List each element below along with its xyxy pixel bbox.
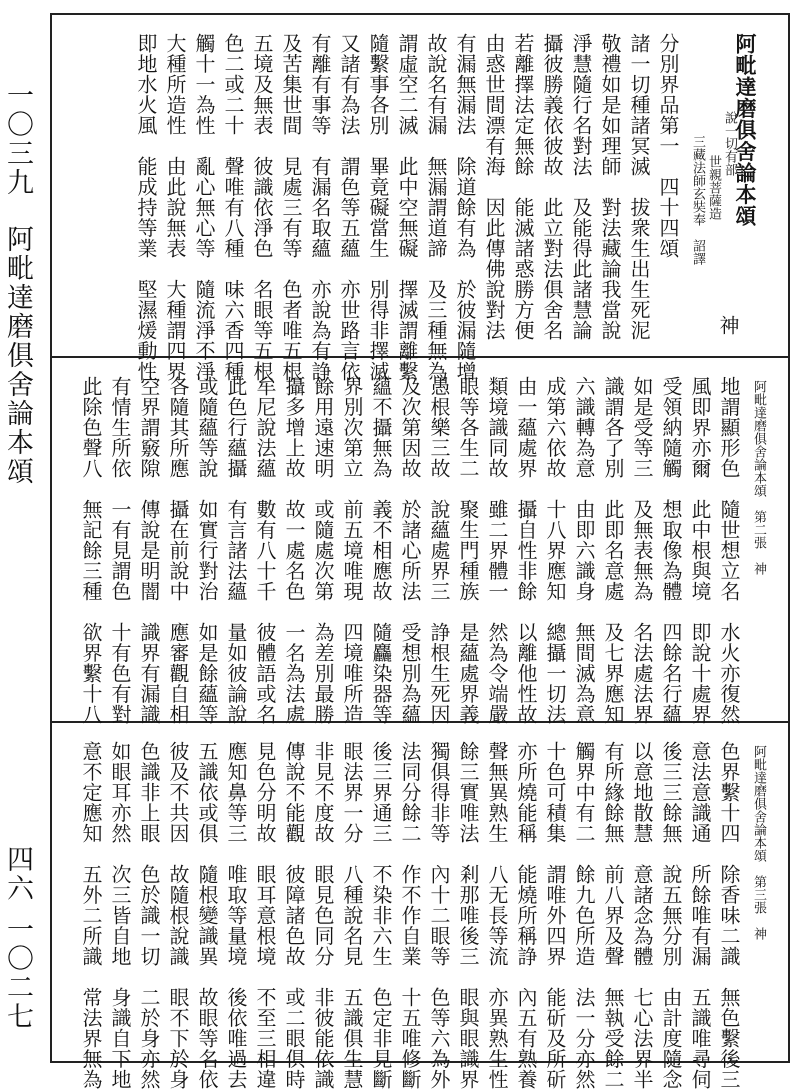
text-column: 五境及無表 彼識依淨色 名眼等五根: [250, 33, 274, 382]
text-column: 攝多增上故 故一處名色 一名為法處: [282, 376, 306, 725]
text-column: 應知鼻等三 唯取等量境 後依唯過去: [224, 741, 248, 1090]
text-column: 以意地散慧 意諸念為體 七心法界半: [630, 741, 654, 1090]
column-note: 阿毗達磨俱舍論本頌 第二張 神: [751, 380, 766, 575]
text-column: 色界繫十四 除香味二識 無色繫後三: [717, 741, 741, 1090]
text-column: 聲無異熟生 八无長等流 亦異熟生性: [485, 741, 509, 1090]
scripture-title: 阿毗達磨俱舍論本頌: [733, 33, 758, 227]
text-column: 見色分明故 眼耳意根境 不至三相違: [253, 741, 277, 1090]
text-column: 成第六依故 十八界應知 總攝一切法: [543, 376, 567, 725]
text-column: 有漏無漏法 除道餘有為 於彼漏隨增: [453, 33, 477, 382]
text-column: 有情生所依 一有見謂色 十有色有對: [108, 376, 132, 725]
text-column: 又諸有為法 謂色等五蘊 亦世路言依: [337, 33, 361, 382]
text-column: 大種所造性 由此說無表 大種謂四界: [163, 33, 187, 382]
text-column: 牟尼說法蘊 數有八十千 彼體語或名: [253, 376, 277, 725]
text-column: 故說名有漏 無漏謂道諦 及三種無為: [424, 33, 448, 382]
text-column: 由一蘊處界 攝自性非餘 以離他性故: [514, 376, 538, 725]
text-column: 如眼耳亦然 次三皆自地 身識自下地: [108, 741, 132, 1090]
text-column: 攝彼勝義依彼故 此立對法俱舍名: [540, 33, 564, 341]
text-column: 六識轉為意 由即六識身 無間滅為意: [572, 376, 596, 725]
text-column: 後三界通三 不染非六生 色定非見斷: [369, 741, 393, 1090]
left-margin: [0, 75, 52, 1065]
column-note: 說一切有部: [722, 111, 737, 176]
text-column: 此除色聲八 無記餘三種 欲界繫十八: [79, 376, 103, 725]
panel-bottom: [52, 723, 788, 1090]
text-column: 類境識同故 雖二界體一 然為令端嚴: [485, 376, 509, 725]
page-number: 一〇三九: [2, 81, 33, 197]
panel-middle-columns: [52, 358, 788, 725]
text-column: 蘊不攝無為 義不相應故 隨麤染器等: [369, 376, 393, 725]
text-column: 獨俱得非等 內十二眼等 色等六為外: [427, 741, 451, 1090]
text-column: 亦所燒能稱 能燒所稱諍 內五有熟養: [514, 741, 538, 1090]
text-column: 五識依或俱 隨根變識異 故眼等名依: [195, 741, 219, 1090]
page-frame: [50, 13, 790, 1090]
text-column: 法同分餘二 作不作自業 十五唯修斷: [398, 741, 422, 1090]
panel-bottom-columns: [52, 723, 788, 1090]
end-mark: 神: [716, 315, 740, 335]
text-column: 地謂顯形色 隨世想立名 水火亦復然: [717, 376, 741, 725]
text-column: 眼法界一分 八種說名見 五識俱生慧: [340, 741, 364, 1090]
text-column: 謂虛空二滅 此中空無礙 擇滅謂離繫: [395, 33, 419, 382]
text-column: 即地水火風 能成持等業 堅濕煖動性: [134, 33, 158, 382]
text-column: 有所緣餘無 前八界及聲 無執受餘二: [601, 741, 625, 1090]
column-note: 世親菩薩造: [706, 155, 721, 220]
text-column: 或隨蘊等說 如實行對治 如是餘蘊等: [195, 376, 219, 725]
text-column: 淨慧隨行名對法 及能得此諸慧論: [569, 33, 593, 341]
text-column: 隨繫事各別 畢竟礙當生 別得非擇滅: [366, 33, 390, 382]
sub-page-number: 一〇二七: [2, 915, 33, 1031]
text-column: 意不定應知 五外二所識 常法界無為: [79, 741, 103, 1090]
text-column: 傳說不能觀 彼障諸色故 或二眼俱時: [282, 741, 306, 1090]
text-column: 空界謂竅隙 傳說是明闇 識界有漏識: [137, 376, 161, 725]
text-column: 若離擇法定無餘 能滅諸惑勝方便: [511, 33, 535, 341]
text-column: 此色行蘊攝 有言諸法蘊 量如彼論說: [224, 376, 248, 725]
text-column: 諸一切種諸冥滅 拔衆生出生死泥: [627, 33, 651, 341]
text-column: 識謂各了別 此即名意處 及七界應知: [601, 376, 625, 725]
text-column: 有離有事等 有漏名取蘊 亦說為有諍: [308, 33, 332, 382]
text-column: 風即界亦爾 此中根與境 即說十處界: [688, 376, 712, 725]
text-column: 後三三餘無 說五無分別 由計度隨念: [659, 741, 683, 1090]
column-note: 三藏法師玄奘奉 詔譯: [690, 135, 705, 265]
volume-marker: 四六: [2, 845, 33, 903]
text-column: 觸十一為性 亂心無心等 隨流淨不淨: [192, 33, 216, 382]
text-column: 眼等各生二 聚生門種族 是蘊處界義: [456, 376, 480, 725]
text-column: 色二或二十 聲唯有八種 味六香四種: [221, 33, 245, 382]
text-column: 由惑世間漂有海 因此傳佛說對法: [482, 33, 506, 341]
text-column: 分別界品第一 四十四頌: [656, 33, 680, 259]
text-column: 敬禮如是如理師 對法藏論我當說: [598, 33, 622, 341]
text-column: 意法意識通 所餘唯有漏 五識唯尋伺: [688, 741, 712, 1090]
text-column: 愚根樂三故 說蘊處界三 諍根生死因: [427, 376, 451, 725]
text-column: 觸界中有二 餘九色所造 法一分亦然: [572, 741, 596, 1090]
panel-middle: [52, 358, 788, 723]
column-note: 阿毗達磨俱舍論本頌 第三張 神: [751, 745, 766, 940]
text-column: 及苦集世間 見處三有等 色者唯五根: [279, 33, 303, 382]
text-column: 餘三實唯法 剎那唯後三 眼與眼識界: [456, 741, 480, 1090]
text-column: 餘用遠速明 或隨處次第 為差別最勝: [311, 376, 335, 725]
text-column: 十色可積集 謂唯外四界 能斫及所斫: [543, 741, 567, 1090]
text-column: 受領納隨觸 想取像為體 四餘名行蘊: [659, 376, 683, 725]
text-column: 色識非上眼 色於識一切 二於身亦然: [137, 741, 161, 1090]
panel-top-columns: [52, 15, 788, 382]
text-column: 如是受等三 及無表無為 名法處法界: [630, 376, 654, 725]
text-column: 界別次第立 前五境唯現 四境唯所造: [340, 376, 364, 725]
text-column: 彼及不共因 故隨根說識 眼不下於身: [166, 741, 190, 1090]
panel-top: [52, 15, 788, 382]
text-column: 非見不度故 眼見色同分 非彼能依識: [311, 741, 335, 1090]
book-title: 阿毗達磨俱舍論本頌: [2, 225, 33, 486]
text-column: 及次第因故 於諸心所法 受想別為蘊: [398, 376, 422, 725]
text-column: 各隨其所應 攝在前說中 應審觀自相: [166, 376, 190, 725]
